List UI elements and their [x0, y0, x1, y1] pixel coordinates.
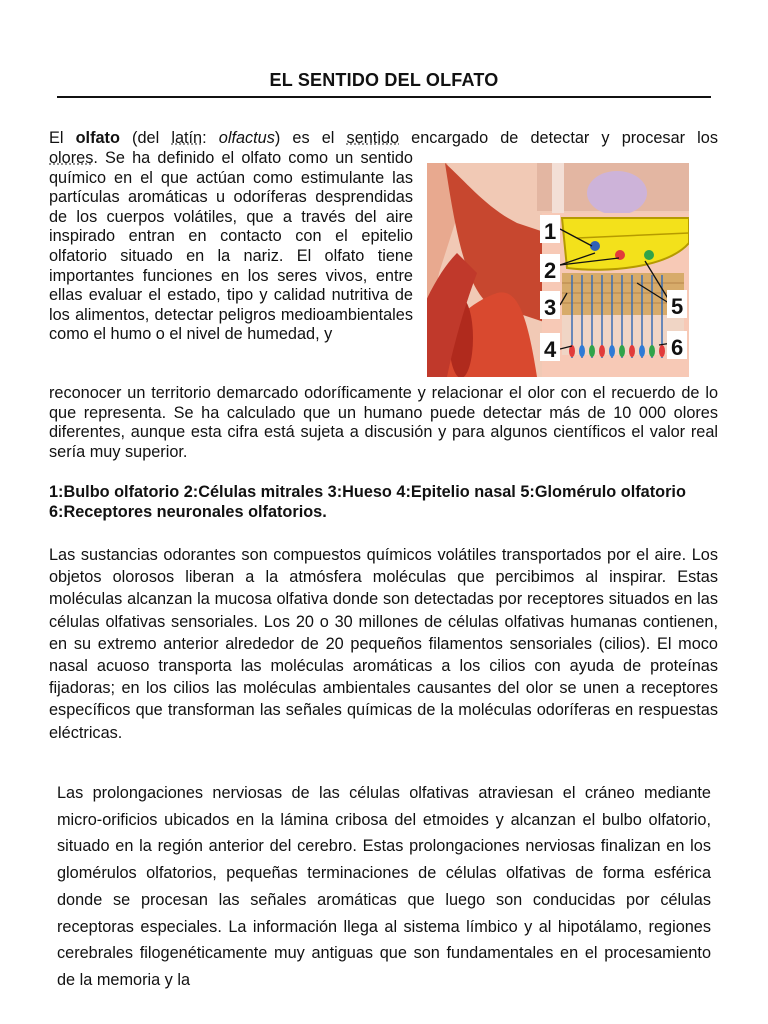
- figure-label-3: 3: [544, 295, 557, 320]
- olfactory-anatomy-figure: [427, 163, 689, 377]
- text-run: :: [202, 129, 219, 147]
- olfactory-diagram: [427, 163, 689, 377]
- paragraph-1-continued: reconocer un territorio demarcado odoríficamente y relacionar el olor con el recuerdo de lo que representa. Se ha calculado que un humano puede detectar más de 10 000 olores diferentes, aunque esta cifra está sujeta a discusión y para algunos científicos el valor real sería muy superior.: [49, 384, 718, 461]
- text-run: ) es el: [274, 129, 347, 147]
- bold-term-olfato: olfato: [75, 129, 120, 147]
- text-run: El: [49, 129, 76, 147]
- figure-label-1: 1: [544, 219, 557, 244]
- italic-term-olfactus: olfactus: [218, 129, 275, 147]
- link-sentido[interactable]: sentido: [346, 129, 400, 147]
- text-run: . Se ha definido el olfato como un sentido químico en el que actúan como estimulante las partículas aromáticas u odoríferas desprendidas de los cuerpos volátiles, que a través del aire inspirado entran en contacto con el epitelio olfatorio situado en la nariz. El olfato tiene importantes funciones en los seres vivos, entre ellas evaluar el estado, tipo y calidad nutritiva de los alimentos, detectar peligros medioambientales como el humo o el nivel de humedad, y: [49, 149, 413, 344]
- paragraph-2: Las sustancias odorantes son compuestos químicos volátiles transportados por el aire. Los objetos olorosos liberan a la atmósfera moléculas que percibimos al inspirar. Estas moléculas alcanzan la mucosa olfativa donde son detectadas por receptores situados en las células olfativas sensoriales. Los 20 o 30 millones de células olfativas humanas contienen, en su extremo anterior alrededor de 20 pequeños filamentos sensoriales (cilios). El moco nasal acuoso transporta las moléculas aromáticas a los cilios con ayuda de proteínas fijadoras; en los cilios las moléculas ambientales causantes del olor se unen a receptores específicos que transforman las señales químicas de la moléculas odoríferas en respuestas eléctricas.: [49, 546, 718, 742]
- text-run: encargado de detectar y procesar los: [399, 129, 718, 147]
- figure-label-5: 5: [671, 294, 684, 319]
- title-rule: [57, 96, 711, 98]
- document-title: EL SENTIDO DEL OLFATO: [269, 70, 499, 90]
- paragraph-3: Las prolongaciones nerviosas de las células olfativas atraviesan el cráneo mediante micro-orificios ubicados en la lámina cribosa del etmoides y alcanzan el bulbo olfatorio, situado en la región anterior del cerebro. Estas prolongaciones nerviosas finalizan en los glomérulos olfatorios, pequeñas terminaciones de células olfativas de forma esférica donde se procesan las señales aromáticas que luego son conducidas por células receptoras especiales. La información llega al sistema límbico y al hipotálamo, regiones cerebrales filogenéticamente muy antiguas que son fundamentales en el procesamiento de la memoria y la: [57, 784, 711, 989]
- link-latin[interactable]: latín: [171, 129, 203, 147]
- link-olores[interactable]: olores: [49, 149, 94, 167]
- text-run: (del: [119, 129, 172, 147]
- paragraph-1-wrapped: [49, 149, 413, 345]
- figure-caption: 1:Bulbo olfatorio 2:Células mitrales 3:Hueso 4:Epitelio nasal 5:Glomérulo olfatorio 6:Receptores neuronales olfatorios.: [49, 483, 686, 521]
- figure-label-4: 4: [544, 337, 557, 362]
- figure-label-2: 2: [544, 258, 557, 283]
- paragraph-1-line-1: [49, 129, 718, 149]
- figure-label-6: 6: [671, 335, 684, 360]
